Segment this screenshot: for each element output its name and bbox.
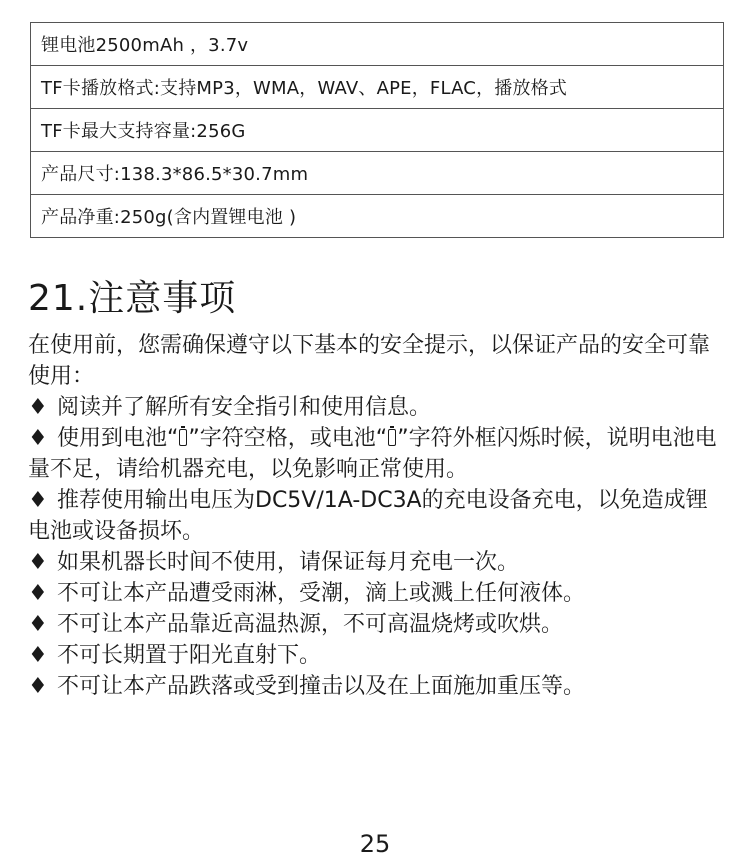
diamond-bullet-icon: ♦ (28, 426, 48, 451)
bullet-item: ♦ 阅读并了解所有安全指引和使用信息。 (28, 392, 728, 423)
intro-paragraph: 在使用前，您需确保遵守以下基本的安全提示，以保证产品的安全可靠使用： (28, 333, 711, 389)
spec-row (31, 23, 724, 66)
spec-dimensions: 产品尺寸:138.3*86.5*30.7mm (31, 152, 724, 195)
spec-formats: TF卡播放格式:支持MP3，WMA，WAV、APE，FLAC，播放格式 (31, 66, 724, 109)
precautions-body (28, 330, 728, 702)
diamond-bullet-icon: ♦ (28, 612, 48, 637)
diamond-bullet-icon: ♦ (28, 581, 48, 606)
bullet-item: ♦ 如果机器长时间不使用，请保证每月充电一次。 (28, 547, 728, 578)
spec-row (31, 152, 724, 195)
diamond-bullet-icon: ♦ (28, 395, 48, 420)
battery-empty-icon (179, 429, 187, 446)
spec-row (31, 195, 724, 238)
spec-row (31, 109, 724, 152)
bullet-item: ♦ 不可让本产品靠近高温热源，不可高温烧烤或吹烘。 (28, 609, 728, 640)
battery-outline-icon (388, 429, 396, 446)
bullet-item: ♦ 不可让本产品遭受雨淋，受潮，滴上或溅上任何液体。 (28, 578, 728, 609)
bullet-item: ♦ 不可长期置于阳光直射下。 (28, 640, 728, 671)
bullet-item: ♦ 使用到电池“ ”字符空格，或电池“ ”字符外框闪烁时候，说明电池电量不足，请给机器充电，以免影响正常使用。 (28, 423, 728, 485)
section-title: 21.注意事项 (28, 278, 237, 319)
spec-battery: 锂电池2500mAh ，3.7v (31, 23, 724, 66)
spec-weight: 产品净重:250g(含内置锂电池 ) (31, 195, 724, 238)
diamond-bullet-icon: ♦ (28, 550, 48, 575)
spec-table (30, 22, 724, 238)
diamond-bullet-icon: ♦ (28, 643, 48, 668)
diamond-bullet-icon: ♦ (28, 674, 48, 699)
bullet-item: ♦ 不可让本产品跌落或受到撞击以及在上面施加重压等。 (28, 671, 728, 702)
spec-row (31, 66, 724, 109)
diamond-bullet-icon: ♦ (28, 488, 48, 513)
bullet-item: ♦ 推荐使用输出电压为DC5V/1A-DC3A的充电设备充电，以免造成锂电池或设备损坏。 (28, 485, 728, 547)
page-number: 25 (359, 830, 391, 858)
spec-tf-capacity: TF卡最大支持容量:256G (31, 109, 724, 152)
